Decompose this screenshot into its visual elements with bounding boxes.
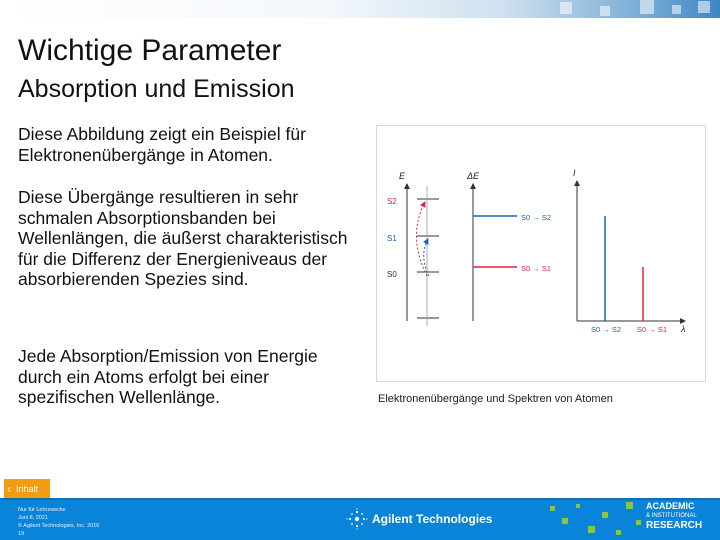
delta-e-label-s0-s2: S0 → S2 — [521, 213, 552, 222]
agilent-brand: Agilent Technologies — [372, 512, 493, 526]
footer-meta — [18, 506, 99, 538]
research-line-2: & INSTITUTIONAL — [646, 513, 697, 519]
spectrum-label-s0-s2: S0 → S2 — [591, 325, 622, 334]
footer-decor-squares — [540, 498, 645, 540]
wavelength-axis-label: λ — [681, 324, 686, 334]
level-label-s1: S1 — [387, 234, 397, 243]
research-logo — [646, 501, 702, 531]
footer-meta-line-2: Juni 8, 2021 — [18, 515, 48, 521]
delta-e-label-s0-s1: S0 → S1 — [521, 264, 552, 273]
transition-diagram — [377, 126, 707, 383]
paragraph-2: Diese Übergänge resultieren in sehr schmalen Absorptionsbanden bei Wellenlängen, die äußerst charakteristisch für die Differenz der Energieniveaus der absorbierenden Spezies sind. — [18, 187, 348, 289]
absorption-arrow-s0-s2 — [416, 202, 427, 276]
delta-e-axis-label: ΔE — [467, 171, 480, 181]
intensity-axis-label: I — [573, 168, 576, 178]
level-label-s0: S0 — [387, 270, 397, 279]
footer-meta-line-1: Nur für Lehrzwecke — [18, 507, 66, 513]
top-banner — [0, 0, 720, 18]
slide-number: 19 — [18, 531, 25, 537]
level-label-s2: S2 — [387, 197, 397, 206]
agilent-spark-icon — [346, 508, 368, 530]
transition-figure — [376, 125, 706, 382]
slide-title: Wichtige Parameter — [18, 34, 282, 67]
slide-subtitle: Absorption und Emission — [18, 75, 295, 103]
paragraph-1: Diese Abbildung zeigt ein Beispiel für Elektronenübergänge in Atomen. — [18, 124, 306, 165]
paragraph-3: Jede Absorption/Emission von Energie durch ein Atoms erfolgt bei einer spezifischen Wellenlänge. — [18, 346, 318, 407]
chevron-left-icon: ‹ — [7, 482, 11, 496]
research-line-1: ACADEMIC — [646, 501, 695, 511]
inhalt-button[interactable] — [4, 479, 50, 499]
inhalt-label: Inhalt — [16, 484, 39, 494]
research-line-3: RESEARCH — [646, 520, 703, 531]
footer-meta-line-3: © Agilent Technologies, Inc. 2016 — [18, 523, 100, 529]
figure-caption: Elektronenübergänge und Spektren von Atomen — [378, 393, 613, 405]
spectrum-label-s0-s1: S0 → S1 — [637, 325, 668, 334]
energy-axis-label: E — [399, 171, 406, 181]
